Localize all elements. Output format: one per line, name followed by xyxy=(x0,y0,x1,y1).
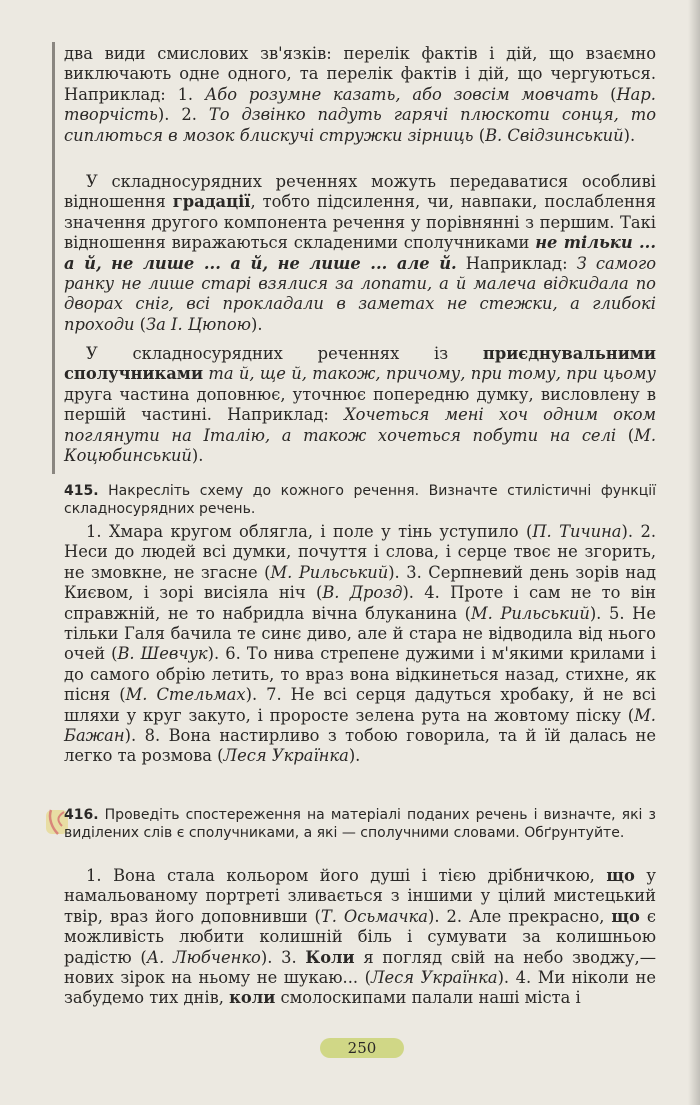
text: Наприклад: xyxy=(456,253,577,273)
source-author: А. Любченко xyxy=(146,947,261,967)
source-author: Т. Осьмачка xyxy=(320,906,428,926)
sentence-end: ). xyxy=(207,644,226,664)
sentence-number: 7. xyxy=(266,685,291,705)
sentence-end: ). xyxy=(402,583,425,603)
theory-margin-bar xyxy=(52,42,55,474)
text: У складносурядних реченнях із xyxy=(86,344,483,363)
text: ). xyxy=(428,906,447,926)
sentence-text: Не тільки Галя бачила те синє диво, але й стара не відводила від нього очей ( xyxy=(64,603,656,664)
text: 1. Вона стала кольором його душі і тією дрібничкою, xyxy=(86,866,607,885)
source-author: За І. Цюпою xyxy=(146,314,251,334)
sentence-end: ). xyxy=(124,726,145,746)
text: ). xyxy=(191,446,204,466)
conjunctions: не тільки ... а й, не лише ... а й, не лише ... але й. xyxy=(64,233,656,273)
text: 2. Але прекрасно, xyxy=(446,906,612,926)
sentence-end: ). xyxy=(388,562,407,582)
example-sentence: То дзвінко падуть гарячі плюскоти сонця, то сиплються в мозок блискучі стружки зірниць xyxy=(64,105,656,145)
source-author: М. Рильський xyxy=(471,603,590,623)
sentence-end: ). xyxy=(621,522,641,541)
page-number-text: 250 xyxy=(347,1039,377,1057)
text: ). xyxy=(497,968,516,988)
example-sentence: Або розумне казать, або зовсім мовчать xyxy=(204,84,599,104)
sentence-number: 2. xyxy=(640,522,657,541)
sentence-text: Вона настирливо з тобою говорила, та й їй далась не легко та розмова ( xyxy=(64,726,657,766)
source-author: В. Шевчук xyxy=(117,644,208,664)
text: ). 2. xyxy=(157,105,209,125)
source-author: М. Бажан xyxy=(64,705,656,746)
exercise-number: 416. xyxy=(64,807,99,823)
exercise-416-heading xyxy=(64,806,656,842)
source-author: В. Свідзинський xyxy=(485,125,624,145)
theory-paragraph-1: два види смислових зв'язків: перелік фактів і дій, що взаємно виключають одне одного, та перелік фактів і дій, що чергуються. Наприклад: 1. Або розумне казать, або зовсім мовчать (Нар. творчість). 2. То дзвінко падуть гарячі плюскоти сонця, то сиплються в мозок блискучі стружки зірниць (В. Свідзинський). xyxy=(64,44,656,145)
text: , тобто підсилення, чи, навпаки, послаблення значення другого компонента речення у порівнянні з першим. Такі відношення виражаються складеними сполучниками xyxy=(64,192,656,253)
text: є можливість любити колишній біль і сумувати за колишньою радістю ( xyxy=(64,906,656,967)
text: ). xyxy=(260,947,282,967)
exercise-task: Накресліть схему до кожного речення. Визначте стилістичні функції складносурядних речень. xyxy=(64,483,656,517)
text: я погляд свій на небо зводжу,— нових зірок на ньому не шукаю... ( xyxy=(64,947,656,988)
sentence-text: Хмара кругом облягла, і поле у тінь уступило ( xyxy=(108,522,533,541)
sentence-number: 6. xyxy=(225,644,247,664)
source-author: В. Дрозд xyxy=(322,583,403,603)
sentence-number: 4. xyxy=(424,583,451,603)
highlighted-word: коли xyxy=(229,988,276,1008)
sentence-number: 1. xyxy=(86,522,109,541)
sentence-end: ). xyxy=(348,746,361,766)
text: смолоскипами палали наші міста і xyxy=(275,988,581,1008)
source-author: М. Рильський xyxy=(270,562,389,582)
sentence-end: ). xyxy=(589,603,609,623)
exercise-number: 415. xyxy=(64,483,99,499)
sentence-text: Проте і сам не то він справжній, не то набридла вічна блуканина ( xyxy=(64,583,656,623)
source-author: Леся Українка xyxy=(223,746,349,766)
text: два види смислових зв'язків: перелік фактів і дій, що взаємно виключають одне одного, та перелік фактів і дій, що чергуються. Наприклад: 1. xyxy=(64,44,656,104)
exercise-415-body xyxy=(64,522,656,767)
source-author: М. Коцюбинський xyxy=(64,425,657,466)
text: ). xyxy=(623,125,636,145)
conjunctions: та й, ще й, також, причому, при тому, при цьому xyxy=(203,364,656,384)
theory-paragraph-2: У складносурядних реченнях можуть передаватися особливі відношення градації, тобто підсилення, чи, навпаки, послаблення значення другого компонента речення у порівнянні з першим. Такі відношення виражаються складеними сполучниками не тільки ... а й, не лише ... а й, не лише ... але й. Наприклад: З самого ранку не лише старі взялися за лопати, а й малеча відкидала по дворах сніг, всі прокладали в заметах не стежки, а глибокі проходи (За І. Цюпою). xyxy=(64,172,657,334)
sentence-end: ). xyxy=(245,685,267,705)
sentence-number: 8. xyxy=(144,726,169,746)
exercise-415-heading xyxy=(64,482,656,518)
highlighted-word: Коли xyxy=(305,947,355,967)
exercise-416-body xyxy=(64,866,656,1009)
highlighted-word: що xyxy=(606,866,635,885)
sentence-text: Неси до людей всі думки, почуття і слова, і серце твоє не згорить, не змовкне, не згасне ( xyxy=(64,542,656,582)
exercise-sentence xyxy=(64,726,656,765)
page-edge-shadow xyxy=(688,0,700,1105)
exercise-sentence xyxy=(86,522,640,541)
term-additive-conjunctions: приєднувальними сполучниками xyxy=(64,344,656,384)
source-author: Леся Українка xyxy=(370,968,498,988)
text: 3. xyxy=(281,947,306,967)
source-author: Нар. творчість xyxy=(64,84,656,125)
sentence-number: 3. xyxy=(406,562,429,582)
example-sentence: З самого ранку не лише старі взялися за лопати, а й малеча відкидала по дворах сніг, всі прокладали в заметах не стежки, а глибокі проходи xyxy=(64,253,657,334)
text: у намальованому портреті зливається з іншими у цілий мистецький твір, враз його доповнивши ( xyxy=(64,866,656,926)
sentence-text: Серпневий день зорів над Києвом, і зорі висіяла ніч ( xyxy=(64,562,657,603)
text: 4. Ми ніколи не забудемо тих днів, xyxy=(64,968,656,1008)
source-author: П. Тичина xyxy=(532,522,622,541)
example-sentence: Хочеться мені хоч одним оком поглянути на Італію, а також хочеться побути на селі xyxy=(64,405,656,445)
term-gradation: градації xyxy=(172,192,251,212)
text: ). xyxy=(251,314,263,334)
page-number xyxy=(320,1036,404,1060)
text: друга частина доповнює, уточнює попередню думку, висловлену в першій частині. Наприклад: xyxy=(64,384,656,425)
source-author: М. Стельмах xyxy=(125,685,246,705)
exercise-task: Проведіть спостереження на матеріалі поданих речень і визначте, які з виділених слів є сполучниками, а які — сполучними словами. Обґрунтуйте. xyxy=(64,807,656,841)
sentence-number: 5. xyxy=(608,603,633,623)
highlighted-word: що xyxy=(611,906,640,926)
sentence-text: Не всі серця дадуться хробаку, й не всі шляхи у круг закуто, і проросте зелена рута на жовтому піску ( xyxy=(64,685,657,725)
sentence-text: То нива стрепене дужими і м'якими крилами і до самого обрію летить, то враз вона відкинеться назад, стихне, як пісня ( xyxy=(64,644,656,705)
text: У складносурядних реченнях можуть передаватися особливі відношення xyxy=(64,172,656,212)
theory-paragraph-3: У складносурядних реченнях із приєднувальними сполучниками та й, ще й, також, причому, при тому, при цьому друга частина доповнює, уточнює попередню думку, висловлену в першій частині. Наприклад: Хочеться мені хоч одним оком поглянути на Італію, а також хочеться побути на селі (М. Коцюбинський). xyxy=(64,344,657,466)
